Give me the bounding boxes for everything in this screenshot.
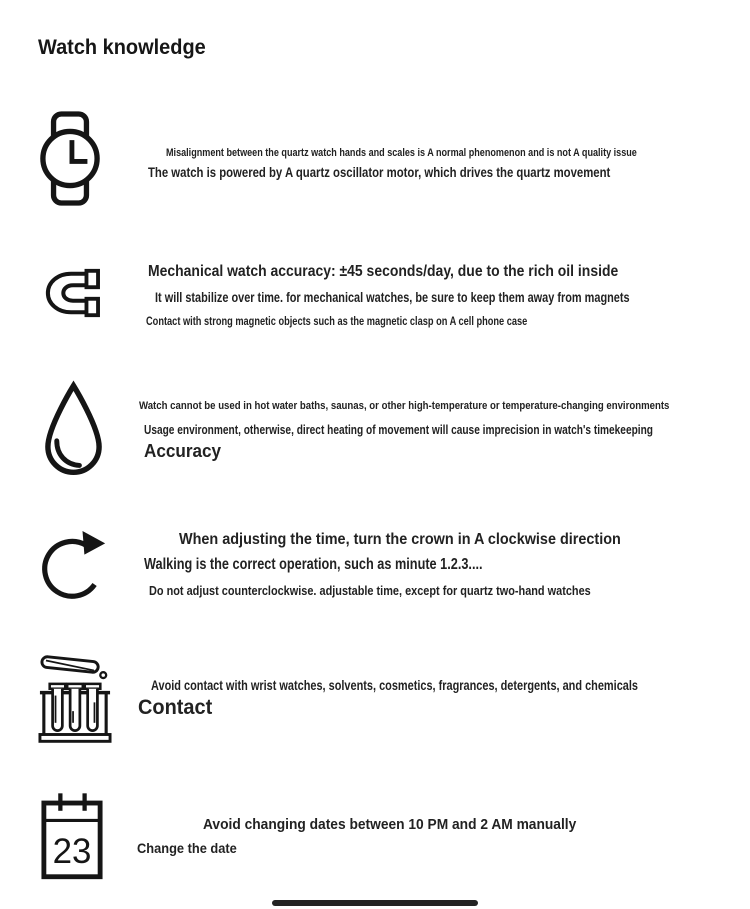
page-title: Watch knowledge (38, 36, 206, 59)
section-text-line: Avoid contact with wrist watches, solvents, cosmetics, fragrances, detergents, and chemicals (151, 678, 638, 693)
calendar-day-number: 23 (52, 832, 92, 872)
home-indicator-bar (272, 900, 478, 906)
section-text-line: Avoid changing dates between 10 PM and 2 AM manually (203, 817, 577, 833)
section-text-line: Contact with strong magnetic objects such as the magnetic clasp on A cell phone case (146, 314, 528, 328)
calendar-icon (40, 790, 104, 882)
section-text-line: Usage environment, otherwise, direct heating of movement will cause imprecision in watch's timekeeping (144, 422, 653, 437)
section-text-line: Contact (138, 696, 213, 719)
section-text-line: It will stabilize over time. for mechanical watches, be sure to keep them away from magnets (155, 289, 630, 305)
wristwatch-icon (40, 110, 100, 207)
test-tubes-icon (38, 648, 112, 747)
section-text-line: Watch cannot be used in hot water baths, saunas, or other high-temperature or temperature-changing environments (139, 400, 670, 412)
section-text-line: Walking is the correct operation, such as minute 1.2.3.... (144, 556, 483, 573)
section-text-line: Mechanical watch accuracy: ±45 seconds/day, due to the rich oil inside (148, 263, 619, 280)
section-text-line: The watch is powered by A quartz oscillator motor, which drives the quartz movement (148, 164, 611, 180)
water-drop-icon (42, 379, 105, 479)
section-text-line: Accuracy (144, 441, 222, 461)
magnet-icon (42, 266, 102, 320)
section-text-line: When adjusting the time, turn the crown in A clockwise direction (179, 531, 621, 548)
clockwise-arrow-icon (40, 524, 108, 608)
section-text-line: Do not adjust counterclockwise. adjustable time, except for quartz two-hand watches (149, 583, 591, 598)
section-text-line: Misalignment between the quartz watch hands and scales is A normal phenomenon and is not A quality issue (166, 147, 637, 159)
section-text-line: Change the date (137, 841, 237, 856)
